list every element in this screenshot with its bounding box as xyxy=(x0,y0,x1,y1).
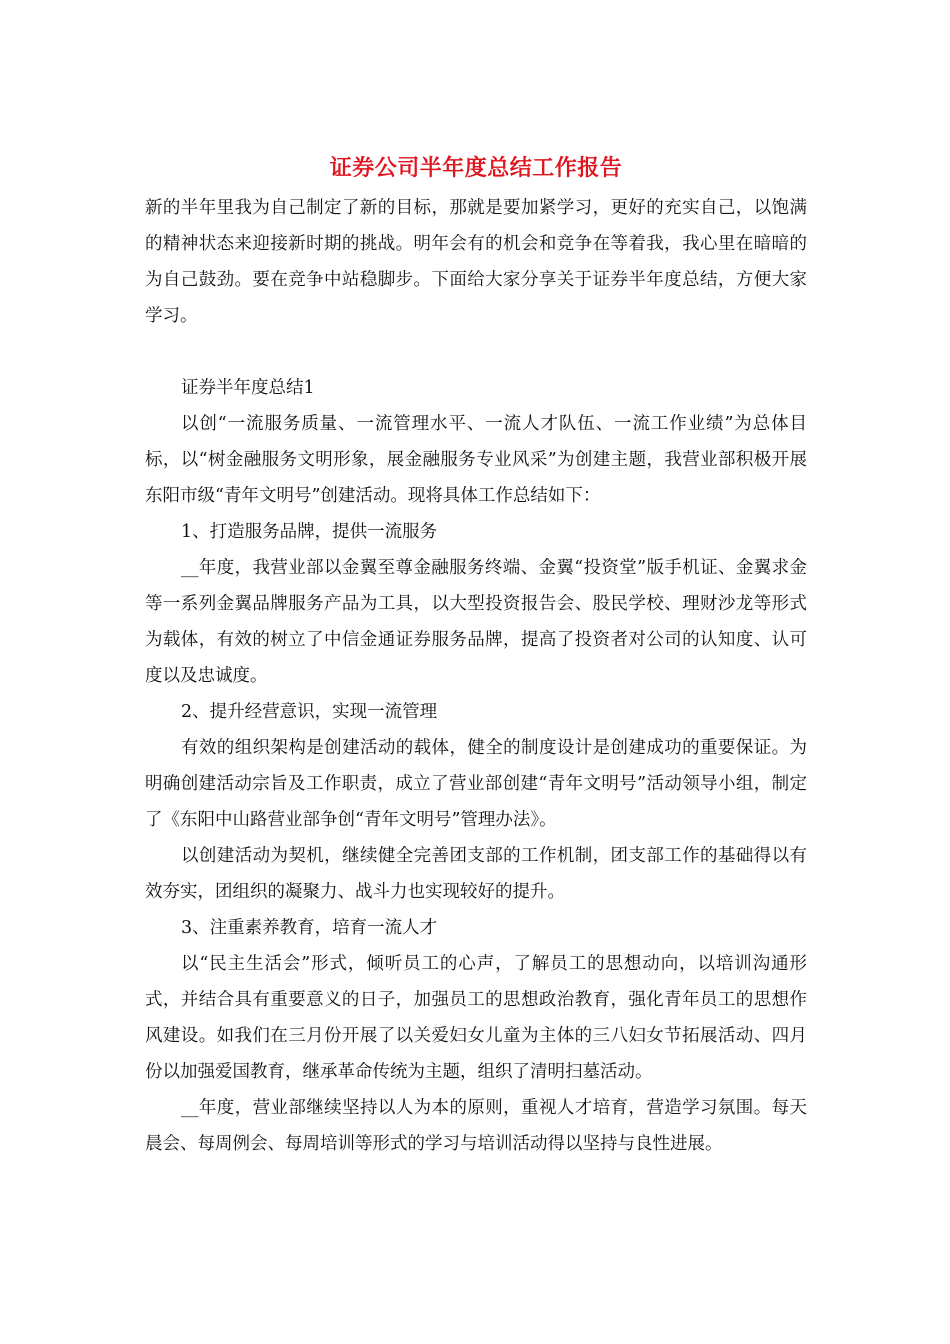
intro-paragraph: 新的半年里我为自己制定了新的目标，那就是要加紧学习，更好的充实自己，以饱满的精神状态来迎接新时期的挑战。明年会有的机会和竞争在等着我，我心里在暗暗的为自己鼓劲。要在竞争中站稳脚步。下面给大家分享关于证券半年度总结，方便大家学习。 xyxy=(145,198,807,326)
body-paragraph: __年度，营业部继续坚持以人为本的原则，重视人才培育，营造学习氛围。每天晨会、每周例会、每周培训等形式的学习与培训活动得以坚持与良性进展。 xyxy=(145,1098,807,1154)
subsection-heading: 1、打造服务品牌，提供一流服务 xyxy=(181,522,438,542)
subsection-heading: 2、提升经营意识，实现一流管理 xyxy=(181,702,438,722)
section-heading: 证券半年度总结1 xyxy=(181,378,315,398)
body-paragraph: __年度，我营业部以金翼至尊金融服务终端、金翼“投资堂”版手机证、金翼求金等一系列金翼品牌服务产品为工具，以大型投资报告会、股民学校、理财沙龙等形式为载体，有效的树立了中信金通证券服务品牌，提高了投资者对公司的认知度、认可度以及忠诚度。 xyxy=(145,558,807,686)
paragraph-spacer xyxy=(145,334,807,370)
body-paragraph: 以创“一流服务质量、一流管理水平、一流人才队伍、一流工作业绩”为总体目标，以“树金融服务文明形象，展金融服务专业风采”为创建主题，我营业部积极开展东阳市级“青年文明号”创建活动。现将具体工作总结如下： xyxy=(145,414,807,506)
body-paragraph: 以“民主生活会”形式，倾听员工的心声，了解员工的思想动向，以培训沟通形式，并结合具有重要意义的日子，加强员工的思想政治教育，强化青年员工的思想作风建设。如我们在三月份开展了以关爱妇女儿童为主体的三八妇女节拓展活动、四月份以加强爱国教育，继承革命传统为主题，组织了清明扫墓活动。 xyxy=(145,954,807,1082)
body-paragraph: 有效的组织架构是创建活动的载体，健全的制度设计是创建成功的重要保证。为明确创建活动宗旨及工作职责，成立了营业部创建“青年文明号”活动领导小组，制定了《东阳中山路营业部争创“青年文明号”管理办法》。 xyxy=(145,738,807,830)
document-page xyxy=(145,148,807,1162)
body-paragraph: 以创建活动为契机，继续健全完善团支部的工作机制，团支部工作的基础得以有效夯实，团组织的凝聚力、战斗力也实现较好的提升。 xyxy=(145,846,807,902)
subsection-heading: 3、注重素养教育，培育一流人才 xyxy=(181,918,438,938)
document-title: 证券公司半年度总结工作报告 xyxy=(329,155,623,181)
